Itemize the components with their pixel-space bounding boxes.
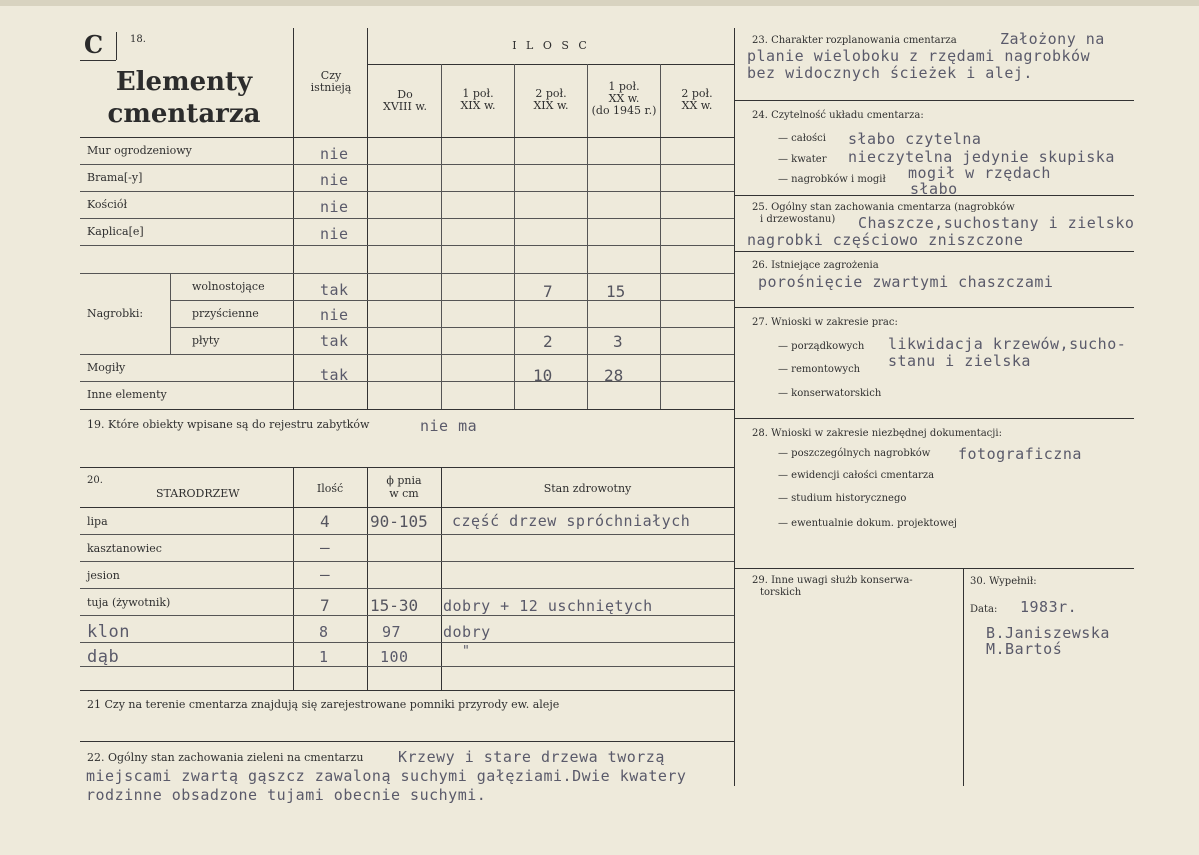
section-title-line2: cmentarza: [107, 99, 261, 129]
q30-name1: B.Janiszewska: [986, 624, 1110, 642]
grid-line: [80, 615, 734, 616]
grid-line: [80, 642, 734, 643]
element-exists: nie: [320, 198, 349, 216]
grid-line: [441, 64, 442, 409]
col-period-5: [660, 88, 734, 112]
grid-line: [80, 588, 734, 589]
q24-quarters-label: — kwater: [778, 154, 827, 165]
grid-line: [80, 137, 734, 138]
tree-health: ": [462, 644, 471, 659]
grid-line: [80, 507, 734, 508]
q28-item1-value: fotograficzna: [958, 445, 1082, 463]
q24-graves-value1: mogił w rzędach: [908, 164, 1051, 182]
q24-label: 24. Czytelność układu cmentarza:: [752, 110, 924, 121]
grid-line: [80, 381, 734, 382]
q28-item1-label: — poszczególnych nagrobków: [778, 448, 931, 459]
diameter-symbol: ϕ pnia: [386, 474, 422, 487]
grid-line: [170, 273, 171, 354]
q25-line2: nagrobki częściowo zniszczone: [747, 231, 1024, 249]
q27-label: 27. Wnioski w zakresie prac:: [752, 317, 898, 328]
q22-line1: Krzewy i stare drzewa tworzą: [398, 748, 665, 766]
grid-line: [734, 251, 1134, 252]
q27-order-label: — porządkowych: [778, 341, 865, 352]
grid-line: [734, 100, 1134, 101]
q24-graves-label: — nagrobków i mogił: [778, 174, 886, 185]
period-5-line1: 2 poł.: [681, 87, 713, 100]
tombstone-type-label: płyty: [192, 334, 220, 347]
grid-line: [80, 218, 734, 219]
element-label: Mur ogrodzeniowy: [87, 144, 192, 157]
grid-line: [367, 467, 368, 690]
q26-answer: porośnięcie zwartymi chaszczami: [758, 273, 1054, 291]
tree-health: część drzew spróchniałych: [452, 512, 691, 530]
q30-date-label: Data:: [970, 604, 998, 615]
tree-diameter: 15-30: [370, 596, 419, 615]
grid-line: [293, 467, 294, 690]
q28-item3: — studium historycznego: [778, 493, 907, 504]
element-label: Kościół: [87, 198, 128, 211]
grid-line: [514, 64, 515, 409]
tombstones-label: Nagrobki:: [87, 307, 144, 320]
trees-col-health: Stan zdrowotny: [543, 482, 632, 495]
q22-label: 22. Ogólny stan zachowania zieleni na cmentarzu: [87, 751, 364, 764]
col-period-3: [514, 88, 588, 112]
q26-label: 26. Istniejące zagrożenia: [752, 260, 879, 271]
period-1-line2: XVIII w.: [383, 100, 427, 113]
tree-name: klon: [87, 622, 130, 642]
grid-line: [80, 245, 734, 246]
q19-label: 19. Które obiekty wpisane są do rejestru zabytków: [87, 418, 370, 431]
section-letter: C: [84, 30, 104, 59]
col-exists-header: [296, 70, 366, 94]
q23-line1: Założony na: [1000, 30, 1105, 48]
grid-line: [441, 467, 442, 690]
q29-label1: 29. Inne uwagi służb konserwa-: [752, 575, 913, 586]
period-3-line1: 2 poł.: [535, 87, 567, 100]
element-label: Brama[-y]: [87, 171, 143, 184]
q27-order-value2: stanu i zielska: [888, 352, 1031, 370]
grid-line: [80, 690, 734, 691]
tombstone-exists: tak: [320, 332, 349, 350]
q27-repair-label: — remontowych: [778, 364, 861, 375]
section-letter-divider: [116, 32, 117, 60]
section-number: 18.: [130, 34, 146, 45]
grid-line: [734, 195, 1134, 196]
grid-line: [80, 467, 734, 468]
element-exists: nie: [320, 225, 349, 243]
tombstone-type-label: przyścienne: [192, 307, 259, 320]
tree-name: dąb: [87, 647, 120, 667]
grid-line: [80, 741, 734, 742]
col-quantity-header: I L O S C: [512, 39, 590, 52]
q23-label: 23. Charakter rozplanowania cmentarza: [752, 35, 957, 46]
tree-count: 7: [320, 596, 330, 615]
q21-label: 21 Czy na terenie cmentarza znajdują się zarejestrowane pomniki przyrody ew. aleje: [87, 698, 560, 711]
col-exists-line2: istnieją: [310, 81, 352, 94]
period-5-line2: XX w.: [681, 99, 713, 112]
tombstone-q4: 15: [606, 282, 626, 301]
graves-q3: 10: [533, 366, 553, 385]
tombstone-exists: nie: [320, 306, 349, 324]
tree-diameter: 97: [382, 623, 402, 641]
tree-health: dobry + 12 uschniętych: [443, 597, 653, 615]
tree-diameter: 90-105: [370, 512, 428, 531]
tree-count: 4: [320, 512, 330, 531]
col-period-1: [368, 89, 442, 113]
section-letter-underline: [80, 60, 116, 61]
q23-line2: planie wieloboku z rzędami nagrobków: [747, 47, 1091, 65]
col-period-4: [588, 81, 660, 117]
section-title: [96, 66, 272, 130]
q28-item2: — ewidencji całości cmentarza: [778, 470, 935, 481]
q24-quarters-value: nieczytelna jedynie skupiska: [848, 148, 1115, 166]
tree-name: jesion: [87, 569, 120, 582]
tree-health: dobry: [443, 623, 491, 641]
period-4-line2: XX w.: [608, 92, 640, 105]
section-title-line1: Elementy: [115, 67, 253, 97]
tree-count: –: [320, 565, 330, 584]
tombstone-type-label: wolnostojące: [192, 280, 265, 293]
q24-whole-label: — całości: [778, 133, 826, 144]
grid-line: [80, 191, 734, 192]
period-4-line3: (do 1945 r.): [591, 104, 657, 117]
q25-label1: 25. Ogólny stan zachowania cmentarza (nagrobków: [752, 202, 1015, 213]
tree-name: kasztanowiec: [87, 542, 162, 555]
grid-line: [80, 534, 734, 535]
period-2-line1: 1 poł.: [462, 87, 494, 100]
grid-line: [963, 568, 964, 786]
q24-graves-value2: słabo: [910, 180, 958, 198]
q29-label2: torskich: [760, 587, 802, 598]
grid-line: [660, 64, 661, 409]
grid-line: [170, 300, 734, 301]
grid-line: [80, 409, 734, 410]
trees-col-count: Ilość: [316, 482, 344, 495]
tree-diameter: 100: [380, 648, 409, 666]
grid-line: [734, 568, 1134, 569]
grid-line: [734, 418, 1134, 419]
period-1-line1: Do: [397, 88, 413, 101]
graves-exists: tak: [320, 366, 349, 384]
tree-count: 8: [319, 623, 329, 641]
q30-date-value: 1983r.: [1020, 598, 1078, 616]
period-3-line2: XIX w.: [533, 99, 569, 112]
diameter-unit: w cm: [389, 487, 419, 500]
q22-line3: rodzinne obsadzone tujami obecnie suchymi.: [86, 786, 487, 804]
q25-line1: Chaszcze,suchostany i zielsko: [858, 214, 1135, 232]
grid-line: [80, 354, 734, 355]
grid-line: [734, 28, 735, 786]
q25-label2: i drzewostanu): [760, 214, 836, 225]
q22-line2: miejscami zwartą gąszcz zawaloną suchymi gałęziami.Dwie kwatery: [86, 767, 687, 785]
tombstone-exists: tak: [320, 281, 349, 299]
col-period-2: [442, 88, 514, 112]
grid-line: [80, 164, 734, 165]
q27-order-value1: likwidacja krzewów,sucho-: [888, 335, 1127, 353]
graves-label: Mogiły: [87, 361, 126, 374]
tombstone-q3: 7: [543, 282, 553, 301]
element-exists: nie: [320, 145, 349, 163]
tree-name: tuja (żywotnik): [87, 596, 171, 609]
grid-line: [80, 273, 734, 274]
col-exists-line1: Czy: [320, 69, 342, 82]
element-exists: nie: [320, 171, 349, 189]
q30-name2: M.Bartoś: [986, 640, 1063, 658]
tombstone-q3: 2: [543, 332, 553, 351]
q28-label: 28. Wnioski w zakresie niezbędnej dokumentacji:: [752, 428, 1002, 439]
grid-line: [80, 561, 734, 562]
q27-conserv-label: — konserwatorskich: [778, 388, 882, 399]
q30-label: 30. Wypełnił:: [970, 576, 1037, 587]
element-label: Kaplica[e]: [87, 225, 144, 238]
grid-line: [170, 327, 734, 328]
q28-item4: — ewentualnie dokum. projektowej: [778, 518, 958, 529]
grid-line: [80, 666, 734, 667]
card-top-edge: [0, 0, 1199, 6]
period-4-line1: 1 poł.: [608, 80, 640, 93]
q23-line3: bez widocznych ścieżek i alej.: [747, 64, 1033, 82]
tree-count: –: [320, 538, 330, 557]
q24-whole-value: słabo czytelna: [848, 130, 982, 148]
other-elements-label: Inne elementy: [87, 388, 167, 401]
tree-name: lipa: [87, 515, 108, 528]
trees-col-diameter: [367, 474, 441, 500]
grid-line: [587, 64, 588, 409]
graves-q4: 28: [604, 366, 624, 385]
q20-number: 20.: [87, 475, 103, 486]
tree-count: 1: [319, 648, 329, 666]
grid-line: [367, 64, 734, 65]
period-2-line2: XIX w.: [460, 99, 496, 112]
q19-answer: nie ma: [420, 417, 478, 435]
grid-line: [734, 307, 1134, 308]
trees-col-name: STARODRZEW: [156, 487, 240, 500]
tombstone-q4: 3: [613, 332, 623, 351]
